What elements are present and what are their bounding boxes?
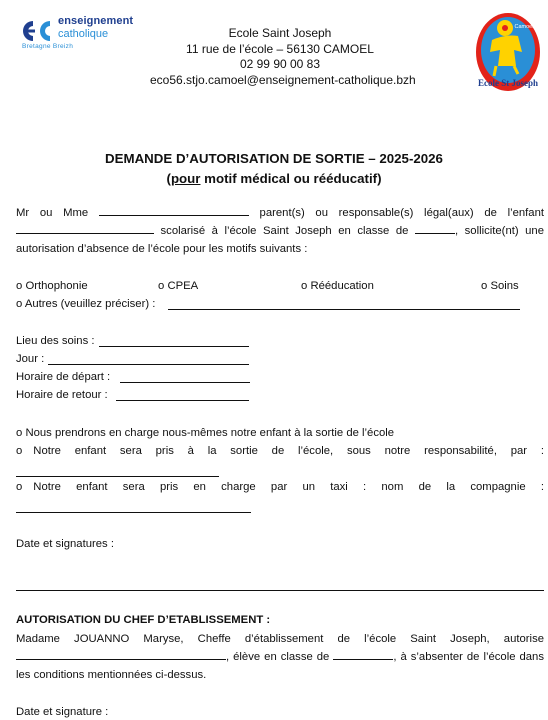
departure-time-field[interactable] — [120, 382, 250, 383]
authorization-paragraph — [16, 630, 544, 684]
checkbox-icon[interactable]: o — [481, 280, 488, 292]
pickup-option-1[interactable] — [16, 427, 394, 439]
document-subtitle — [0, 171, 548, 186]
option-soins[interactable] — [481, 280, 519, 292]
taxi-company-field[interactable] — [16, 512, 251, 513]
saint-joseph-badge-icon — [474, 6, 542, 92]
pickup-option-2[interactable] — [16, 445, 544, 457]
option-orthophonie[interactable] — [16, 280, 88, 292]
intro-part2: parent(s) ou responsable(s) légal(aux) de l’enfant — [248, 207, 545, 219]
authorization-part3: , à s’absenter de l’école dans les conditions mentionnées ci-dessus. — [16, 651, 544, 681]
saint-joseph-badge — [474, 6, 542, 92]
pickup-option-1-label: Nous prendrons en charge nous-mêmes notre enfant à la sortie de l’école — [25, 427, 395, 439]
return-time-field[interactable] — [116, 400, 249, 401]
option-cpea[interactable] — [158, 280, 198, 292]
ec-logo-icon — [22, 20, 56, 42]
care-place-label: Lieu des soins : — [16, 335, 95, 347]
subtitle-rest: motif médical ou rééducatif) — [200, 171, 382, 186]
pickup-option-2-label: Notre enfant sera pris à la sortie de l’école, sous notre responsabilité, par : — [33, 445, 544, 457]
intro-paragraph — [16, 204, 544, 258]
badge-caption: Ecole St Joseph — [477, 78, 539, 88]
logo-subtitle: Bretagne Breizh — [22, 43, 74, 50]
checkbox-icon[interactable]: o — [16, 298, 23, 310]
care-day-field[interactable] — [48, 364, 249, 365]
checkbox-icon[interactable]: o — [16, 481, 23, 493]
enseignement-catholique-logo — [22, 14, 142, 54]
return-time-label: Horaire de retour : — [16, 389, 108, 401]
care-place-field[interactable] — [99, 346, 249, 347]
authorization-part1: Madame JOUANNO Maryse, Cheffe d’établissement de l’école Saint Joseph, autorise — [16, 633, 544, 645]
class-field[interactable] — [415, 224, 455, 234]
option-label: Orthophonie — [25, 280, 88, 292]
student-class-field[interactable] — [333, 650, 393, 660]
option-autres[interactable] — [16, 298, 155, 310]
child-name-field[interactable] — [16, 224, 154, 234]
pickup-option-3-label: Notre enfant sera pris en charge par un taxi : nom de la compagnie : — [33, 481, 544, 493]
school-email: eco56.stjo.camoel@enseignement-catholique.bzh — [150, 72, 416, 87]
authorization-title: AUTORISATION DU CHEF D’ETABLISSEMENT : — [16, 614, 271, 626]
departure-time-label: Horaire de départ : — [16, 371, 111, 383]
checkbox-icon[interactable]: o — [301, 280, 308, 292]
option-label: Autres (veuillez préciser) : — [24, 298, 156, 310]
subtitle-open-paren: ( — [166, 171, 171, 186]
signatures-label: Date et signatures : — [16, 538, 114, 550]
signature-separator — [16, 590, 544, 591]
school-phone: 02 99 90 00 83 — [239, 57, 321, 72]
option-reeducation[interactable] — [301, 280, 374, 292]
other-reason-field[interactable] — [168, 309, 520, 310]
school-info — [150, 26, 416, 88]
student-name-field[interactable] — [16, 650, 226, 660]
logo-line1: enseignement — [58, 15, 134, 27]
option-label: Rééducation — [310, 280, 374, 292]
checkbox-icon[interactable]: o — [16, 280, 23, 292]
care-day-label: Jour : — [16, 353, 45, 365]
checkbox-icon[interactable]: o — [158, 280, 165, 292]
intro-part1: Mr ou Mme — [16, 207, 99, 219]
parent-name-field[interactable] — [99, 206, 249, 216]
pickup-option-3[interactable] — [16, 481, 544, 493]
intro-part3: scolarisé à l’école Saint Joseph en classe de — [154, 225, 415, 237]
option-label: CPEA — [167, 280, 199, 292]
option-label: Soins — [490, 280, 519, 292]
intro-part4: , sollicite(nt) une autorisation d’absence de l’école pour les motifs suivants : — [16, 225, 544, 255]
subtitle-underlined: pour — [170, 171, 201, 186]
checkbox-icon[interactable]: o — [16, 427, 23, 439]
checkbox-icon[interactable]: o — [16, 445, 23, 457]
school-name: Ecole Saint Joseph — [228, 26, 332, 40]
director-signature-label: Date et signature : — [16, 706, 109, 718]
badge-small-caption: Camoel — [514, 24, 534, 30]
pickup-person-field[interactable] — [16, 476, 219, 477]
document-title: DEMANDE D’AUTORISATION DE SORTIE – 2025-2026 — [105, 151, 443, 166]
logo-line2: catholique — [58, 28, 109, 40]
authorization-part2: , élève en classe de — [226, 651, 334, 663]
school-address: 11 rue de l’école – 56130 CAMOEL — [186, 41, 374, 56]
